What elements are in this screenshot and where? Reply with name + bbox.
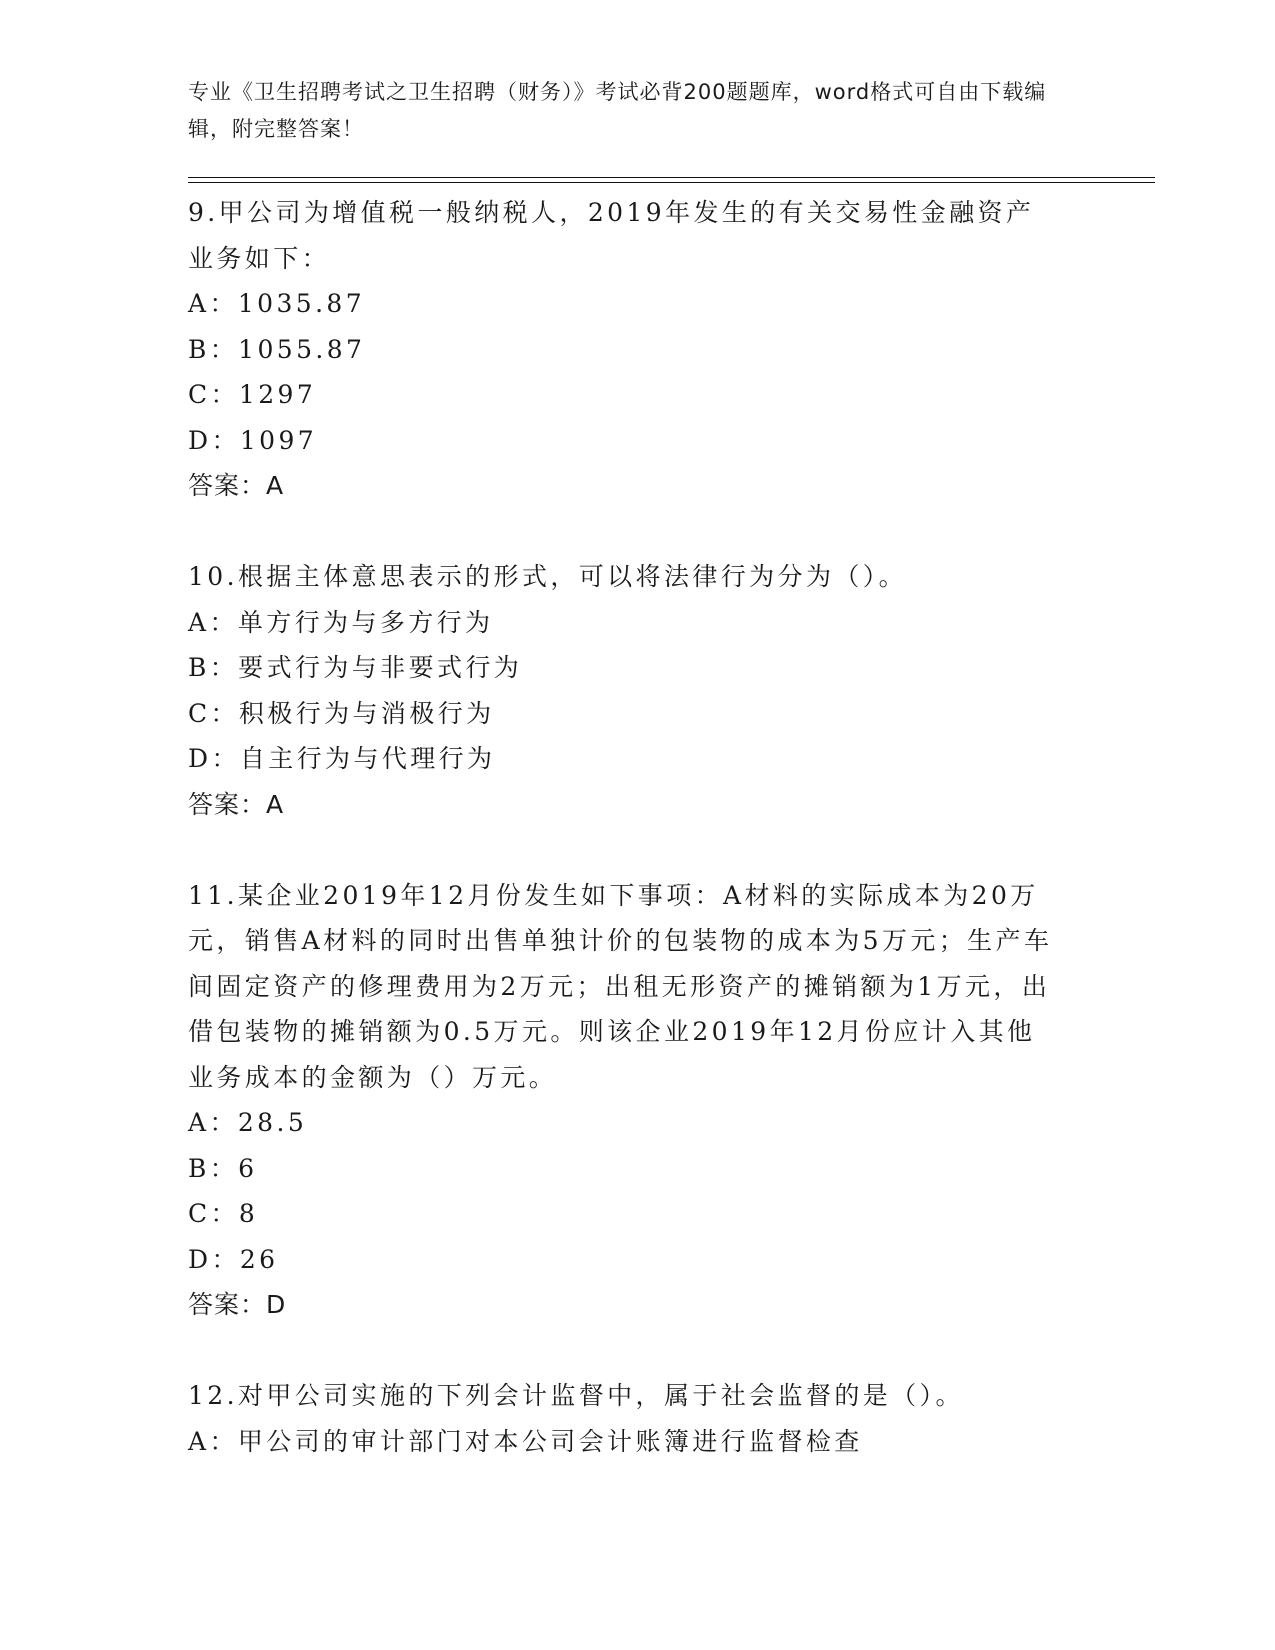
- question-item: [188, 190, 1088, 508]
- option-a: A：28.5: [188, 1108, 308, 1137]
- question-item: [188, 1373, 1088, 1464]
- question-text: 9.甲公司为增值税一般纳税人，2019年发生的有关交易性金融资产业务如下：: [188, 198, 1035, 273]
- option-c: C：1297: [188, 380, 317, 409]
- question-text: 10.根据主体意思表示的形式，可以将法律行为分为（）。: [188, 562, 908, 591]
- option-a: A：甲公司的审计部门对本公司会计账簿进行监督检查: [188, 1426, 863, 1456]
- answer-label: 答案：D: [188, 1290, 287, 1319]
- option-d: D：自主行为与代理行为: [188, 744, 496, 773]
- option-d: D：26: [188, 1244, 279, 1274]
- option-d: D：1097: [188, 425, 318, 455]
- document-header: 专业《卫生招聘考试之卫生招聘（财务）》考试必背200题题库，word格式可自由下载编辑，附完整答案！: [188, 80, 1047, 141]
- option-c: C：积极行为与消极行为: [188, 698, 495, 728]
- header-divider-top: [188, 177, 1155, 178]
- answer-label: 答案：A: [188, 789, 285, 819]
- option-a: A：1035.87: [188, 289, 366, 318]
- option-c: C：8: [188, 1199, 259, 1228]
- question-item: [188, 873, 1088, 1328]
- option-a: A：单方行为与多方行为: [188, 607, 494, 637]
- answer-label: 答案：A: [188, 471, 285, 500]
- option-b: B：要式行为与非要式行为: [188, 653, 523, 682]
- question-text: 11.某企业2019年12月份发生如下事项：A材料的实际成本为20万元，销售A材料的同时出售单独计价的包装物的成本为5万元；生产车间固定资产的修理费用为2万元；出租无形资产的摊销额为1万元，出借包装物的摊销额为0.5万元。则该企业2019年12月份应计入其他业务成本的金额为（）万元。: [188, 880, 1053, 1092]
- option-b: B：6: [188, 1153, 258, 1183]
- header-divider-bottom: [188, 182, 1155, 183]
- option-b: B：1055.87: [188, 334, 366, 364]
- question-item: [188, 554, 1088, 827]
- question-list: [188, 190, 1088, 1464]
- question-text: 12.对甲公司实施的下列会计监督中，属于社会监督的是（）。: [188, 1381, 964, 1410]
